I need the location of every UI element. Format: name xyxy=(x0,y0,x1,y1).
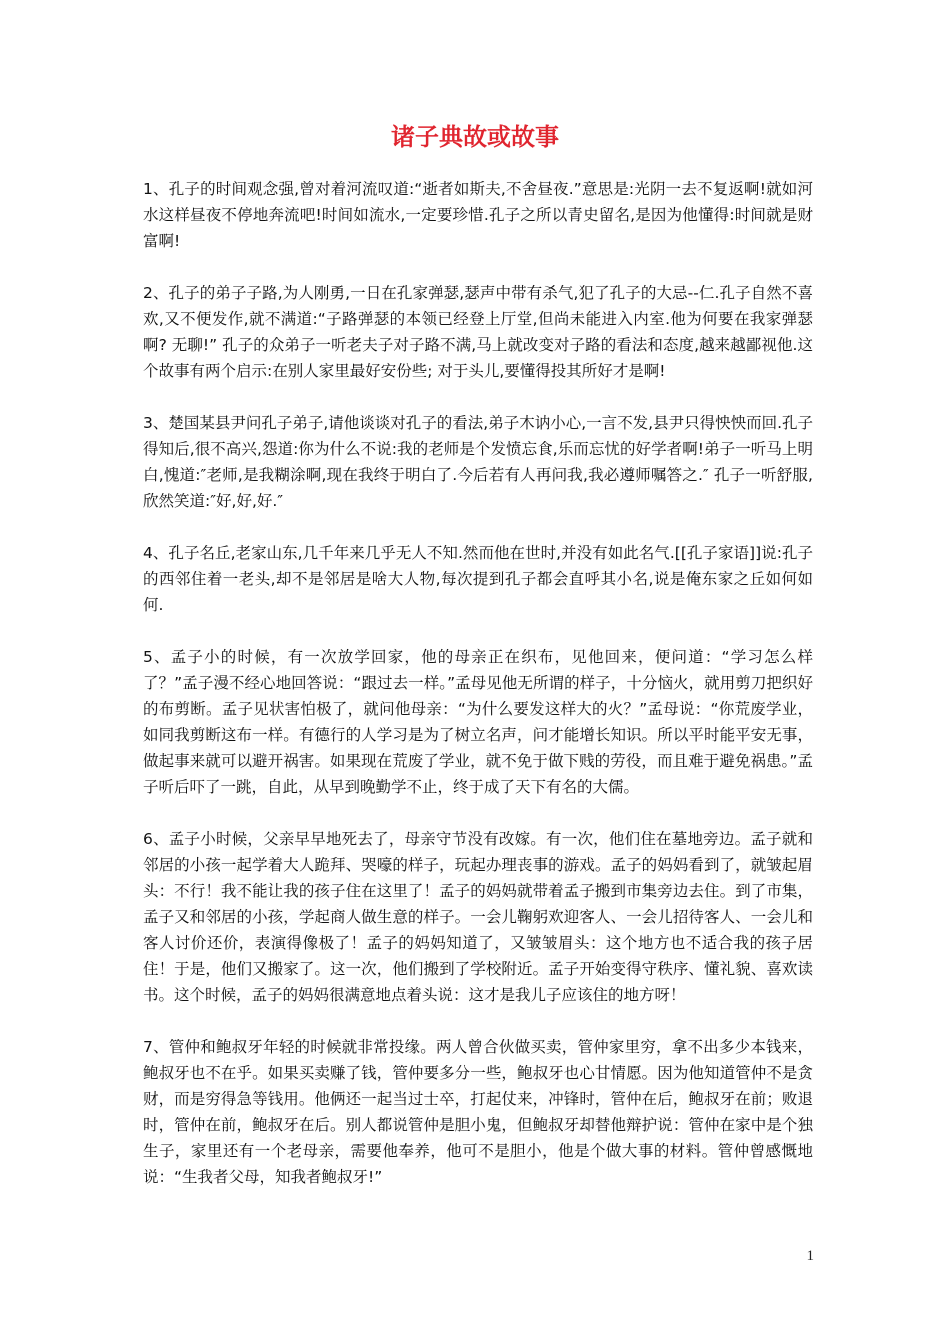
paragraph-5: 5、孟子小的时候，有一次放学回家，他的母亲正在织布，见他回来，便问道：“学习怎么样了？”孟子漫不经心地回答说：“跟过去一样。”孟母见他无所谓的样子，十分恼火，就用剪刀把织好的布剪断。孟子见状害怕极了，就问他母亲：“为什么要发这样大的火？”孟母说：“你荒废学业，如同我剪断这布一样。有德行的人学习是为了树立名声，问才能增长知识。所以平时能平安无事，做起事来就可以避开祸害。如果现在荒废了学业，就不免于做下贱的劳役，而且难于避免祸患。”孟子听后吓了一跳，自此，从早到晚勤学不止，终于成了天下有名的大儒。 xyxy=(143,648,813,796)
paragraph-4: 4、孔子名丘,老家山东,几千年来几乎无人不知.然而他在世时,并没有如此名气.[[孔子家语]]说:孔子的西邻住着一老头,却不是邻居是啥大人物,每次提到孔子都会直呼其小名,说是俺东家之丘如何如何. xyxy=(143,544,813,614)
paragraph-3: 3、楚国某县尹问孔子弟子,请他谈谈对孔子的看法,弟子木讷小心,一言不发,县尹只得怏怏而回.孔子得知后,很不高兴,怨道:你为什么不说:我的老师是个发愤忘食,乐而忘忧的好学者啊!弟子一听马上明白,愧道:″老师,是我糊涂啊,现在我终于明白了.今后若有人再问我,我必遵师嘱答之.″ 孔子一听舒服,欣然笑道:″好,好,好.″ xyxy=(143,414,813,510)
document-body xyxy=(143,176,813,1216)
paragraph-7: 7、管仲和鲍叔牙年轻的时候就非常投缘。两人曾合伙做买卖，管仲家里穷，拿不出多少本钱来，鲍叔牙也不在乎。如果买卖赚了钱，管仲要多分一些，鲍叔牙也心甘情愿。因为他知道管仲不是贪财，而是穷得急等钱用。他俩还一起当过士卒，打起仗来，冲锋时，管仲在后，鲍叔牙在前；败退时，管仲在前，鲍叔牙在后。别人都说管仲是胆小鬼，但鲍叔牙却替他辩护说：管仲在家中是个独生子，家里还有一个老母亲，需要他奉养，他可不是胆小，他是个做大事的材料。管仲曾感慨地说：“生我者父母，知我者鲍叔牙!” xyxy=(143,1038,813,1186)
paragraph-2: 2、孔子的弟子子路,为人刚勇,一日在孔家弹瑟,瑟声中带有杀气,犯了孔子的大忌--仁.孔子自然不喜欢,又不便发作,就不满道:“子路弹瑟的本领已经登上厅堂,但尚未能进入内室.他为何要在我家弹瑟啊? 无聊!” 孔子的众弟子一听老夫子对子路不满,马上就改变对子路的看法和态度,越来越鄙视他.这个故事有两个启示:在别人家里最好安份些; 对于头儿,要懂得投其所好才是啊! xyxy=(143,284,813,380)
page-number: 1 xyxy=(806,1248,814,1264)
paragraph-6: 6、孟子小时候，父亲早早地死去了，母亲守节没有改嫁。有一次，他们住在墓地旁边。孟子就和邻居的小孩一起学着大人跪拜、哭嚎的样子，玩起办理丧事的游戏。孟子的妈妈看到了，就皱起眉头：不行！我不能让我的孩子住在这里了！孟子的妈妈就带着孟子搬到市集旁边去住。到了市集，孟子又和邻居的小孩，学起商人做生意的样子。一会儿鞠躬欢迎客人、一会儿招待客人、一会儿和客人讨价还价，表演得像极了！孟子的妈妈知道了，又皱皱眉头：这个地方也不适合我的孩子居住！于是，他们又搬家了。这一次，他们搬到了学校附近。孟子开始变得守秩序、懂礼貌、喜欢读书。这个时候，孟子的妈妈很满意地点着头说：这才是我儿子应该住的地方呀！ xyxy=(143,830,813,1004)
paragraph-1: 1、孔子的时间观念强,曾对着河流叹道:“逝者如斯夫,不舍昼夜.”意思是:光阴一去不复返啊!就如河水这样昼夜不停地奔流吧!时间如流水,一定要珍惜.孔子之所以青史留名,是因为他懂得:时间就是财富啊! xyxy=(143,180,813,250)
page-title: 诸子典故或故事 xyxy=(391,122,559,151)
